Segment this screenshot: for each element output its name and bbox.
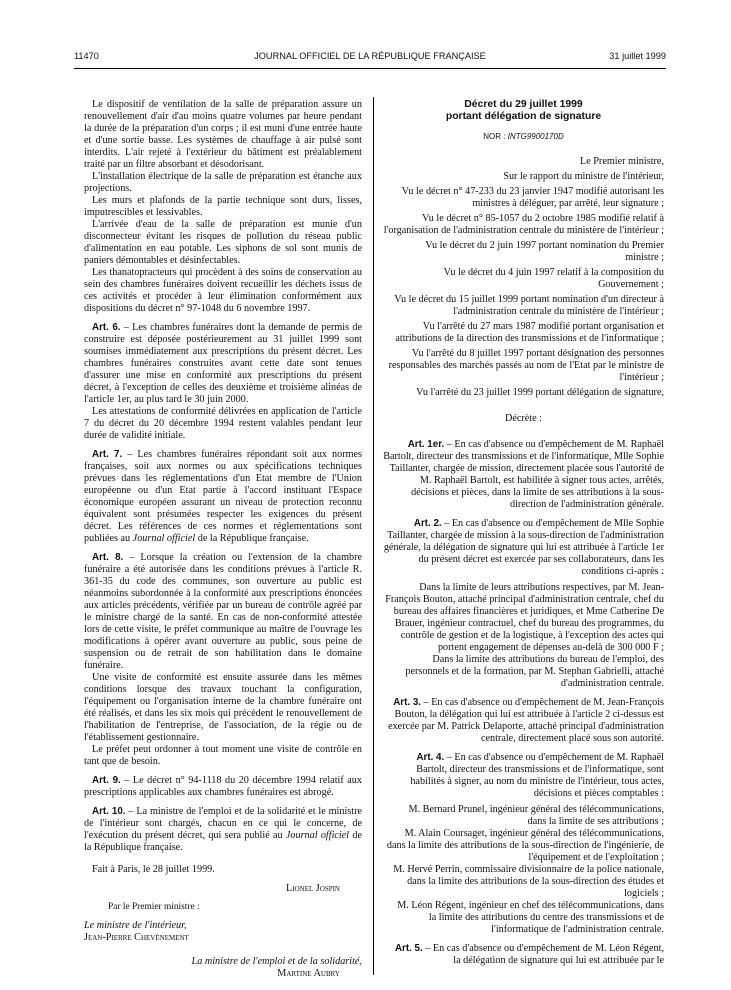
article-4: Art. 4. – En cas d'absence ou d'empêchement de M. Raphaël Bartolt, directeur des transmissions et de l'informatique, sont habilités à signer, au nom du ministre de l'intérieur, tous actes, décisions et pièces comptables :: [410, 752, 664, 799]
paragraph: Dans la limite des attributions du bureau de l'emploi, des personnels et de la formation, par M. Stephan Gabrielli, attaché d'administration centrale.: [405, 654, 664, 689]
article-label: Art. 2.: [413, 518, 442, 529]
visa: Vu le décret du 4 juin 1997 relatif à la composition du Gouvernement ;: [443, 267, 664, 290]
visa: Sur le rapport du ministre de l'intérieur,: [503, 171, 664, 182]
paragraph: Dans la limite de leurs attributions respectives, par M. Jean-François Bouton, attaché principal d'administration centrale, chef du bureau des affaires financières et juridiques, et Mme Catherine De Brauer, ingénieur contractuel, chef du bureau des programmes, du contrôle de gestion et de la logistique, à l'exception des actes qui portent engagement de dépenses au-delà de 300 000 F ;: [385, 582, 664, 653]
paragraph: Le dispositif de ventilation de la salle de préparation assure un renouvellement d'air d'au moins quatre volumes par heure pendant la durée de la préparation d'un corps ; il est muni d'une entrée haute et d'une sortie basse. Les systèmes de chauffage à air pulsé sont interdits. L'air rejeté à l'extérieur du bâtiment est préalablement traité par un filtre absorbant et désodorisant.: [84, 99, 362, 170]
visa: Vu le décret n° 47-233 du 23 janvier 1947 modifié autorisant les ministres à déléguer, par arrêté, leur signature ;: [401, 186, 664, 209]
minister-emploi-title: La ministre de l'emploi et de la solidarité,: [191, 956, 362, 967]
article-label: Art. 9.: [92, 775, 121, 786]
visa: Vu le décret du 15 juillet 1999 portant nomination d'un directeur à l'administration centrale du ministère de l'intérieur ;: [394, 294, 664, 317]
paragraph: Les murs et plafonds de la partie technique sont durs, lisses, imputrescibles et lessivables.: [84, 195, 362, 218]
paragraph: Une visite de conformité est ensuite assurée dans les mêmes conditions lorsque des travaux touchant la configuration, l'équipement ou l'organisation interne de la chambre funéraire ont été réalisés, et dans les six mois qui précèdent le renouvellement de l'habilitation de l'entreprise, de l'association, de la régie ou de l'établissement gestionnaire.: [84, 672, 362, 743]
signatory-name: Lionel Jospin: [286, 883, 340, 894]
decree-subtitle: portant délégation de signature: [445, 111, 602, 122]
decree-title: Décret du 29 juillet 1999: [464, 99, 583, 110]
signature-date: Fait à Paris, le 28 juillet 1999.: [92, 864, 215, 875]
header-rule: [74, 68, 666, 69]
paragraph: L'arrivée d'eau de la salle de préparation est munie d'un disconnecteur évitant les risques de pollution du réseau public d'alimentation en eau potable. Les siphons de sol sont munis de paniers démontables et désinfectables.: [84, 219, 362, 266]
article-label: Art. 4.: [416, 752, 445, 763]
article-8: Art. 8. – Lorsque la création ou l'extension de la chambre funéraire a été autorisée dans les conditions prévues à l'article R. 361-35 du code des communes, son ouverture au public est néanmoins subordonnée à la conformité aux prescriptions énoncées aux articles précédents, vérifiée par un bureau de contrôle agréé par le ministre chargé de la santé. En cas de non-conformité attestée lors de cette visite, le préfet communique au maître de l'ouvrage les modifications à opérer avant ouverture au public, sous peine de suspension ou de retrait de son habilitation dans le domaine funéraire.: [84, 552, 363, 671]
premier-ministre: Le Premier ministre,: [579, 156, 664, 167]
article-3: Art. 3. – En cas d'absence ou d'empêchement de M. Jean-François Bouton, la délégation qui lui est attribuée à l'article 2 ci-dessus est exercée par M. Patrick Delaporte, attaché principal d'administration centrale, directement placé sous son autorité.: [388, 697, 664, 744]
minister-emploi-name: Martine Aubry: [277, 968, 340, 979]
paragraph: Les attestations de conformité délivrées en application de l'article 7 du décret du 20 décembre 1994 restent valables pendant leur durée de validité initiale.: [84, 406, 362, 441]
right-column: [383, 99, 664, 967]
article-9: Art. 9. – Le décret n° 94-1118 du 20 décembre 1994 relatif aux prescriptions applicables aux chambres funéraires est abrogé.: [84, 775, 362, 798]
column-divider: [373, 97, 374, 975]
list-item: M. Léon Régent, ingénieur en chef des télécommunications, dans la limite des attributions du centre des transmissions et de l'informatique de l'administration centrale.: [397, 900, 664, 935]
article-6: Art. 6. – Les chambres funéraires dont la demande de permis de construire est déposée postérieurement au 31 juillet 1999 sont soumises immédiatement aux prescriptions du présent décret. Les chambres funéraires construites avant cette date sont tenues d'assurer une mise en conformité aux prescriptions du présent décret, à l'exception de celles des deuxième et troisième alinéas de l'article 1er, au plus tard le 30 juin 2000.: [84, 322, 362, 405]
visa: Vu le décret du 2 juin 1997 portant nomination du Premier ministre ;: [425, 240, 664, 263]
paragraph: Les thanatopracteurs qui procèdent à des soins de conservation au sein des chambres funéraires doivent recueillir les déchets issus de ces activités et procéder à leur élimination conformément aux dispositions du décret n° 97-1048 du 6 novembre 1997.: [84, 267, 362, 314]
list-item: M. Bernard Prunel, ingénieur général des télécommunications, dans la limite de ses attributions ;: [408, 804, 664, 827]
visa: Vu l'arrêté du 23 juillet 1999 portant délégation de signature,: [416, 387, 664, 398]
article-2: Art. 2. – En cas d'absence ou d'empêchement de Mlle Sophie Taillanter, chargée de mission à la sous-direction de l'administration générale, la délégation de signature qui lui est attribuée à l'article 1er du présent décret est exercée par ses collaborateurs, dans les conditions ci-après :: [383, 518, 664, 577]
article-5: Art. 5. – En cas d'absence ou d'empêchement de M. Léon Régent, la délégation de signature qui lui est attribuée par le: [394, 943, 664, 966]
article-label: Art. 6.: [92, 322, 121, 333]
decrete: Décrète :: [504, 413, 543, 424]
journal-title: JOURNAL OFFICIEL DE LA RÉPUBLIQUE FRANÇAISE: [254, 51, 486, 61]
minister-interior-name: Jean-Pierre Chevènement: [84, 932, 189, 943]
visa: Vu l'arrêté du 27 mars 1987 modifié portant organisation et attributions de la direction des transmissions et de l'informatique ;: [395, 321, 664, 344]
paragraph: L'installation électrique de la salle de préparation est étanche aux projections.: [84, 171, 362, 194]
list-item: M. Hervé Perrin, commissaire divisionnaire de la police nationale, dans la limite des attributions de la sous-direction des études et logiciels ;: [393, 864, 664, 899]
nor-reference: NOR : INTG9900170D: [483, 132, 564, 141]
article-label: Art. 3.: [393, 697, 421, 708]
visa: Vu l'arrêté du 8 juillet 1997 portant désignation des personnes responsables des marchés passés au nom de l'Etat par le ministre de l'intérieur ;: [388, 348, 664, 383]
article-10: Art. 10. – La ministre de l'emploi et de la solidarité et le ministre de l'intérieur sont chargés, chacun en ce qui le concerne, de l'exécution du présent décret, qui sera publié au Journal officiel de la République française.: [84, 806, 362, 853]
minister-interior-title: Le ministre de l'intérieur,: [84, 920, 187, 931]
page-number: 11470: [74, 51, 99, 61]
issue-date: 31 juillet 1999: [609, 51, 666, 61]
article-label: Art. 10.: [92, 806, 126, 817]
left-column: [84, 99, 362, 980]
article-1: Art. 1er. – En cas d'absence ou d'empêchement de M. Raphaël Bartolt, directeur des transmissions et de l'informatique, Mlle Sophie Taillanter, chargée de mission, directement placée sous l'autorité de M. Raphaël Bartolt, est habilitée à signer tous actes, arrêtés, décisions et pièces, dans la limite de ses attributions à la sous-direction de l'administration générale.: [383, 439, 664, 510]
article-label: Art. 5.: [394, 943, 423, 954]
paragraph: Le préfet peut ordonner à tout moment une visite de contrôle en tant que de besoin.: [84, 744, 362, 767]
article-label: Art. 1er.: [407, 439, 445, 450]
article-label: Art. 7.: [92, 449, 123, 460]
article-label: Art. 8.: [92, 552, 124, 563]
list-item: M. Alain Coursaget, ingénieur général des télécommunications, dans la limite des attributions de la sous-direction de l'ingénierie, de l'équipement et de l'exploitation ;: [386, 828, 664, 863]
visa: Vu le décret n° 85-1057 du 2 octobre 1985 modifié relatif à l'organisation de l'administration centrale du ministère de l'intérieur ;: [383, 213, 664, 236]
article-7: Art. 7. – Les chambres funéraires répondant soit aux normes françaises, soit aux normes ou aux spécifications techniques prévues dans les réglementations d'un Etat membre de l'Union européenne ou d'un Etat partie à l'accord instituant l'Espace économique européen assurant un niveau de protection reconnu équivalent sont présumées respecter les exigences du présent décret. Les références de ces normes et réglementations sont publiées au Journal officiel de la République française.: [84, 449, 363, 544]
countersign-intro: Par le Premier ministre :: [108, 902, 200, 912]
